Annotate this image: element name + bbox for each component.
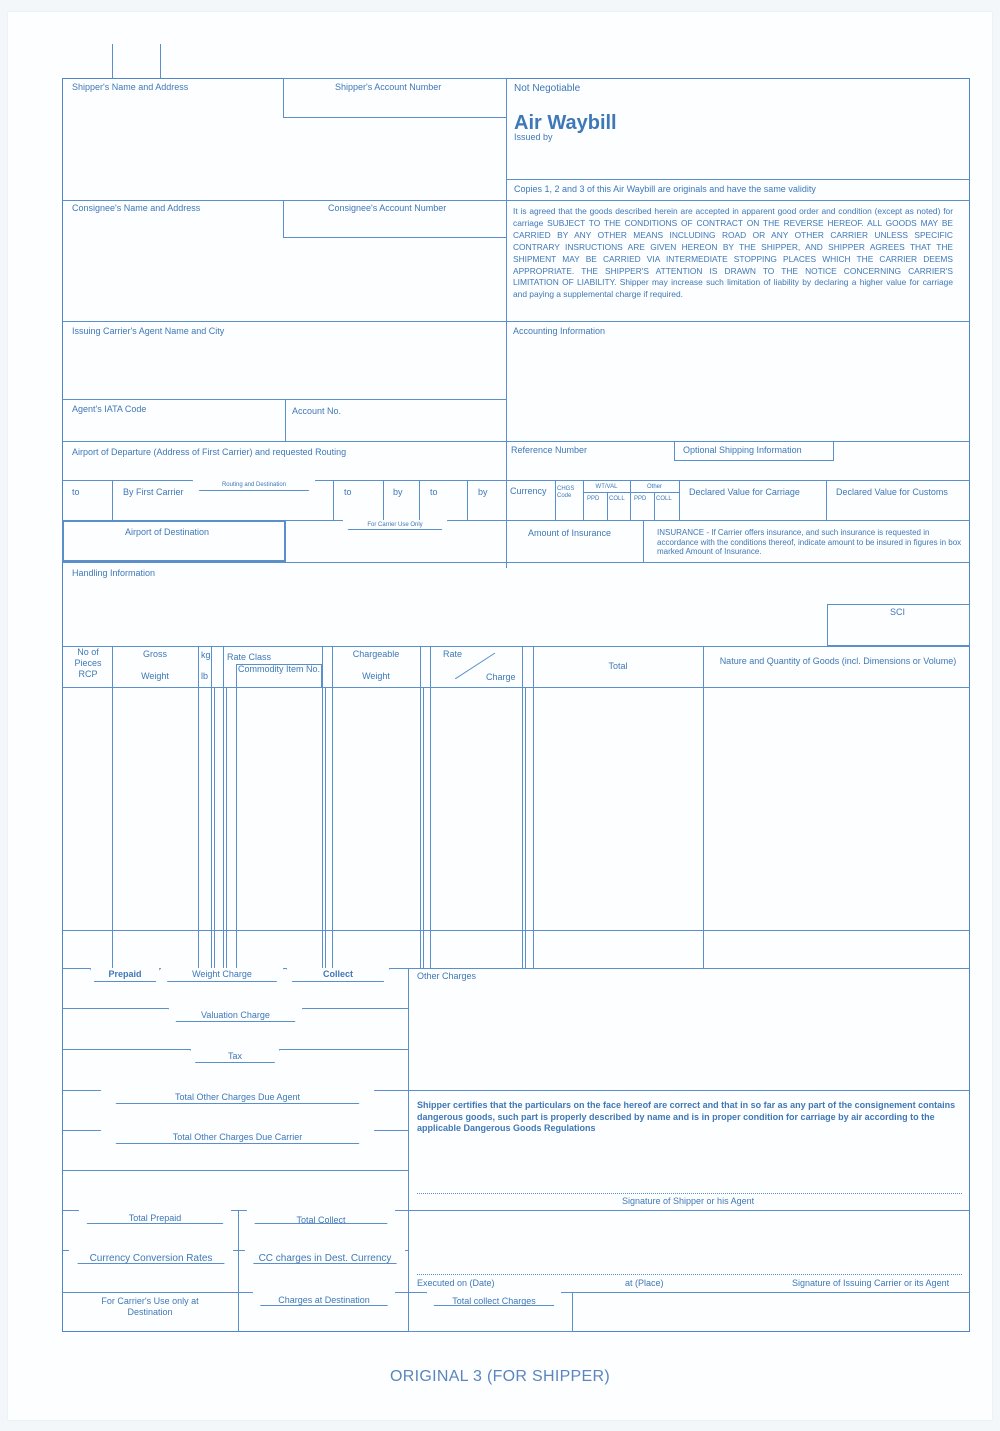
total-prepaid-label: Total Prepaid [128, 1213, 182, 1223]
col-rate-class-a [223, 646, 224, 968]
col-kg-a [211, 646, 212, 968]
agent-iata-label: Agent's IATA Code [72, 404, 147, 414]
routing-to-3-label: to [430, 487, 438, 497]
ppd-label-1: PPD [587, 496, 600, 502]
routing-destination-label: Routing and Destination [221, 482, 287, 488]
currency-divider-7 [826, 480, 827, 520]
rate-class-label: Rate Class [227, 652, 272, 662]
routing-by-3-label: by [478, 487, 488, 497]
other-label: Other [646, 484, 662, 490]
currency-divider-6 [679, 480, 680, 520]
routing-to-label: to [72, 487, 80, 497]
copies-top-line [506, 179, 970, 180]
coll-label-1: COLL [609, 496, 625, 502]
execution-line[interactable] [417, 1274, 962, 1275]
charge-label: Charge [486, 672, 516, 682]
at-place-label: at (Place) [625, 1278, 664, 1288]
iata-top-line [62, 399, 506, 400]
consignee-bottom-line [62, 321, 970, 322]
charges-destination-label: Charges at Destination [278, 1295, 370, 1305]
handling-info-label: Handling Information [72, 568, 156, 578]
col-charge-b [525, 687, 526, 968]
total-other-carrier-label: Total Other Charges Due Carrier [172, 1132, 303, 1142]
margin-mark-right [160, 44, 161, 78]
cc-charges-label: CC charges in Dest. Currency [258, 1253, 392, 1264]
consignee-name-label: Consignee's Name and Address [72, 203, 201, 213]
copies-note: Copies 1, 2 and 3 of this Air Waybill are originals and have the same validity [514, 184, 816, 194]
shipper-name-label: Shipper's Name and Address [72, 82, 189, 92]
col-nature [703, 646, 704, 968]
carriers-use-only-label: For Carrier's Use only at Destination [101, 1296, 199, 1317]
shipper-signature-line[interactable] [417, 1193, 962, 1194]
insurance-note: INSURANCE - If Carrier offers insurance, and such insurance is requested in accordance with the conditions thereof, indicate amount to be insured in figures in box marked Amount of Insurance. [657, 528, 962, 556]
air-waybill-title: Air Waybill [514, 112, 617, 134]
original-copy-footer: ORIGINAL 3 (FOR SHIPPER) [390, 1368, 610, 1385]
account-no-label: Account No. [292, 406, 342, 416]
charges-mid-divider [238, 1210, 239, 1332]
total-collect-charges-label: Total collect Charges [452, 1296, 536, 1306]
total-label: Total [608, 661, 628, 671]
insurance-divider [643, 520, 644, 562]
issuing-agent-label: Issuing Carrier's Agent Name and City [72, 326, 225, 336]
amount-insurance-label: Amount of Insurance [528, 528, 612, 538]
routing-divider-3 [383, 480, 384, 520]
airport-departure-label: Airport of Departure (Address of First Carrier) and requested Routing [72, 447, 347, 457]
signature-carrier-label: Signature of Issuing Carrier or its Agent [792, 1278, 950, 1288]
gross-label-bottom: Weight [141, 671, 169, 681]
declared-carriage-label: Declared Value for Carriage [689, 487, 800, 497]
gross-label-top: Gross [142, 649, 167, 659]
optional-shipping-label: Optional Shipping Information [683, 445, 802, 455]
shipper-certification-text: Shipper certifies that the particulars on the face hereof are correct and that in so far as any part of the consignement contains dangerous goods, such part is properly described by name and is in proper condition for carriage by air according to the applicable Dangerous Goods Regulations [417, 1100, 956, 1133]
consignee-account-label: Consignee's Account Number [328, 203, 447, 213]
chargeable-label-top: Chargeable [352, 649, 400, 659]
commodity-item-label: Commodity Item No. [237, 664, 321, 674]
weight-charge-label: Weight Charge [192, 969, 252, 979]
valuation-charge-label: Valuation Charge [201, 1010, 270, 1020]
col-rate-class-b [226, 687, 227, 968]
col-chargeable-b [420, 646, 421, 968]
routing-by-2-label: by [393, 487, 403, 497]
handling-top-line [62, 562, 970, 563]
copies-bottom-line [62, 200, 970, 201]
col-chargeable-c [423, 687, 424, 968]
rate-label: Rate [443, 649, 463, 659]
currency-conversion-label: Currency Conversion Rates [89, 1253, 213, 1264]
total-collect-label: Total Collect [296, 1215, 346, 1225]
chgs-code-label: CHGS Code [557, 486, 575, 499]
conditions-of-contract-text: It is agreed that the goods described herein are accepted in apparent good order and condition (except as noted) for carriage SUBJECT TO THE CONDITIONS OF CONTRACT ON THE REVERSE HEREOF. ALL GOODS MAY BE CARRIED BY ANY OTHER MEANS INCLUDING ROAD OR ANY OTHER CARRIER UNLESS SPECIFIC CONTRARY INSRUCTIONS ARE GIVEN HEREON BY THE SHIPPER, AND SHIPPER AGREES THAT THE SHIPMENT MAY BE CARRIED VIA INTERMEDIATE STOPPING PLACES WHICH THE CARRIER DEEMS APPROPRIATE. THE SHIPPER'S ATTENTION IS DRAWN TO THE NOTICE CONCERNING CARRIER'S LIMITATION OF LIABILITY. Shipper may increase such limitation of liability by declaring a higher value for carriage and paying a supplemental charge if required. [513, 206, 953, 300]
col-chargeable-a [332, 646, 333, 968]
coll-label-2: COLL [656, 496, 672, 502]
signature-shipper-label: Signature of Shipper or his Agent [622, 1196, 755, 1206]
routing-divider-1 [112, 480, 113, 520]
pieces-label: No of Pieces RCP [74, 647, 102, 679]
wt-val-label: WT/VAL [595, 484, 618, 490]
carrier-use-small-label: For Carrier Use Only [367, 522, 423, 528]
routing-divider-5 [467, 480, 468, 520]
kg-label: kg [201, 650, 211, 660]
not-negotiable-label: Not Negotiable [514, 83, 581, 94]
currency-divider-5 [654, 492, 655, 520]
lb-label: lb [201, 671, 209, 681]
shipper-account-label: Shipper's Account Number [335, 82, 442, 92]
tax-label: Tax [227, 1051, 242, 1061]
col-total [533, 646, 534, 968]
airport-destination-label: Airport of Destination [125, 527, 210, 537]
goods-total-line [62, 930, 970, 931]
chargeable-label-bottom: Weight [362, 671, 390, 681]
half-divider-top [506, 78, 507, 568]
accounting-info-label: Accounting Information [513, 326, 606, 336]
col-charge [522, 646, 523, 968]
iata-divider [285, 399, 286, 441]
col-gross [198, 646, 199, 968]
currency-top-line [506, 480, 970, 481]
first-carrier-label: By First Carrier [123, 487, 184, 497]
issued-by-label: Issued by [514, 132, 553, 142]
total-other-agent-label: Total Other Charges Due Agent [174, 1092, 301, 1102]
ppd-label-2: PPD [634, 496, 647, 502]
col-kg-b [214, 687, 215, 968]
routing-divider-2 [333, 480, 334, 520]
routing-divider-4 [419, 480, 420, 520]
prepaid-label: Prepaid [108, 969, 142, 979]
col-commodity-a [322, 646, 323, 968]
carrier-blank-line [62, 1170, 408, 1171]
declared-customs-label: Declared Value for Customs [836, 487, 948, 497]
routing-to-2-label: to [344, 487, 352, 497]
col-rate-class-c [236, 664, 237, 968]
signature-bottom-line [408, 1210, 970, 1211]
charges-divider [408, 968, 409, 1332]
wt-val-line [583, 492, 679, 493]
col-pieces [112, 646, 113, 968]
currency-divider-3 [607, 492, 608, 520]
currency-divider-1 [555, 480, 556, 520]
sci-label: SCI [890, 607, 906, 617]
other-charges-label: Other Charges [417, 971, 477, 981]
nature-quantity-label: Nature and Quantity of Goods (incl. Dimensions or Volume) [719, 656, 957, 666]
currency-label: Currency [510, 486, 547, 496]
col-rate [430, 646, 431, 968]
reference-number-label: Reference Number [511, 445, 588, 455]
col-commodity-b [325, 687, 326, 968]
collect-label: Collect [322, 969, 353, 979]
executed-on-label: Executed on (Date) [417, 1278, 495, 1288]
margin-mark-left [112, 44, 113, 78]
